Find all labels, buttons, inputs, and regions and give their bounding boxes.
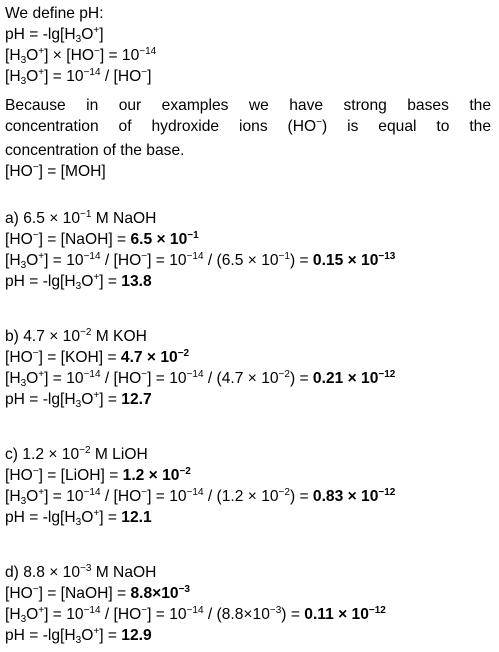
text: ] = [NaOH] = — [38, 585, 131, 602]
text: O — [26, 370, 39, 387]
subscript: 3 — [20, 614, 27, 625]
text: b) 4.7 × 10 — [5, 328, 80, 345]
superscript: −3 — [269, 605, 282, 616]
text: / [HO — [100, 68, 142, 85]
text: ] — [147, 68, 152, 85]
text: ] = — [99, 273, 122, 290]
text: ] = — [99, 509, 122, 526]
text: [H — [5, 370, 21, 387]
subscript: 3 — [75, 281, 82, 292]
superscript: − — [32, 348, 39, 359]
intro-hydronium-formula — [5, 67, 151, 86]
superscript: + — [93, 272, 100, 283]
example-hydroxide-line-4 — [5, 584, 190, 603]
text: ] × [HO — [44, 47, 94, 64]
intro-ph-definition — [5, 25, 104, 44]
superscript-bold: −2 — [179, 466, 191, 477]
text: ] = 10 — [147, 488, 187, 505]
text: ) is equal to the — [322, 118, 492, 135]
example-heading-3 — [5, 445, 148, 464]
ph-result-bold: 13.8 — [121, 273, 152, 290]
text: ) = — [289, 252, 313, 269]
result-bold: 0.21 × 10 — [312, 370, 379, 387]
text: ] = 10 — [147, 370, 187, 387]
text: Because in our examples we have strong bases the — [5, 97, 491, 114]
text: M LiOH — [90, 446, 148, 463]
text: ] = — [99, 391, 122, 408]
text: ] = 10 — [147, 606, 187, 623]
ph-result-bold: 12.9 — [121, 627, 152, 644]
text: d) 8.8 × 10 — [5, 564, 80, 581]
text: / (1.2 × 10 — [203, 488, 279, 505]
example-heading-2 — [5, 327, 147, 346]
example-hydroxide-line-2 — [5, 348, 189, 367]
text: O — [81, 273, 94, 290]
text: [H — [5, 47, 21, 64]
text: [HO — [5, 467, 33, 484]
intro-paragraph-line-1 — [5, 96, 491, 115]
text: / (4.7 × 10 — [203, 370, 279, 387]
superscript: + — [38, 251, 45, 262]
example-hydronium-line-3 — [5, 487, 395, 506]
text: ] = 10 — [44, 252, 84, 269]
superscript-bold: −1 — [187, 230, 199, 241]
superscript: −14 — [186, 251, 204, 262]
text: pH = -lg[H — [5, 391, 76, 408]
result-bold: 0.11 × 10 — [304, 606, 369, 623]
superscript: + — [93, 626, 100, 637]
subscript: 3 — [75, 34, 82, 45]
text: [H — [5, 68, 21, 85]
superscript: −14 — [83, 369, 101, 380]
example-ph-line-1 — [5, 272, 152, 291]
text: M NaOH — [91, 564, 157, 581]
text: O — [26, 252, 39, 269]
intro-line-1 — [5, 4, 104, 23]
example-heading-4 — [5, 563, 156, 582]
superscript-bold: −13 — [378, 251, 396, 262]
text: O — [26, 47, 39, 64]
subscript: 3 — [20, 378, 27, 389]
result-bold: 8.8×10 — [130, 585, 179, 602]
text: ] = 10 — [44, 370, 84, 387]
superscript: −14 — [186, 605, 204, 616]
text: ] = — [99, 627, 122, 644]
ph-result-bold: 12.1 — [121, 509, 152, 526]
example-hydroxide-line-3 — [5, 466, 191, 485]
superscript: −14 — [139, 46, 157, 57]
text: [HO — [5, 585, 33, 602]
intro-text: We define pH: — [5, 5, 104, 22]
superscript: + — [93, 25, 100, 36]
intro-hydroxide-equality — [5, 162, 106, 181]
intro-water-product — [5, 46, 156, 65]
example-ph-line-3 — [5, 508, 152, 527]
superscript-bold: −12 — [378, 369, 396, 380]
text: pH = -lg[H — [5, 26, 76, 43]
example-ph-line-2 — [5, 390, 152, 409]
superscript: −14 — [186, 369, 204, 380]
superscript: −1 — [80, 209, 92, 220]
text: / [HO — [100, 370, 142, 387]
text: pH = -lg[H — [5, 509, 76, 526]
example-heading-1 — [5, 209, 156, 228]
superscript: −14 — [186, 487, 204, 498]
superscript-bold: −2 — [177, 348, 190, 359]
superscript: −1 — [278, 251, 290, 262]
text: ] = 10 — [147, 252, 187, 269]
superscript: − — [141, 67, 148, 78]
text: / (6.5 × 10 — [203, 252, 279, 269]
example-hydroxide-line-1 — [5, 230, 199, 249]
text: / [HO — [100, 606, 142, 623]
subscript: 3 — [20, 496, 27, 507]
subscript: 3 — [20, 260, 27, 271]
text: O — [26, 488, 39, 505]
text: c) 1.2 × 10 — [5, 446, 80, 463]
subscript: 3 — [75, 635, 82, 646]
ph-result-bold: 12.7 — [121, 391, 152, 408]
superscript: −2 — [79, 445, 91, 456]
text: O — [81, 26, 94, 43]
text: ) = — [289, 370, 313, 387]
text: M NaOH — [91, 210, 157, 227]
superscript: −14 — [83, 67, 101, 78]
text: [HO — [5, 231, 33, 248]
text: concentration of the base. — [5, 142, 185, 159]
intro-paragraph-line-2 — [5, 117, 491, 136]
superscript: − — [32, 466, 39, 477]
text: M KOH — [91, 328, 147, 345]
superscript: + — [38, 369, 45, 380]
superscript: − — [32, 584, 39, 595]
result-bold: 1.2 × 10 — [122, 467, 180, 484]
superscript: − — [316, 117, 322, 128]
text: O — [81, 509, 94, 526]
superscript: − — [93, 46, 100, 57]
superscript: + — [38, 487, 45, 498]
superscript: − — [141, 369, 148, 380]
text: ] = [KOH] = — [38, 349, 121, 366]
example-ph-line-4 — [5, 626, 152, 645]
text: ) = — [281, 606, 305, 623]
superscript: + — [38, 67, 45, 78]
superscript-bold: −12 — [378, 487, 396, 498]
example-hydronium-line-2 — [5, 369, 395, 388]
text: concentration of hydroxide ions (HO — [5, 118, 317, 135]
text: ] — [99, 26, 104, 43]
superscript: + — [93, 390, 100, 401]
superscript: − — [141, 251, 148, 262]
superscript: −14 — [83, 605, 101, 616]
superscript: − — [141, 605, 148, 616]
superscript: − — [141, 487, 148, 498]
example-hydronium-line-1 — [5, 251, 395, 270]
superscript: −3 — [80, 563, 92, 574]
text: ) = — [289, 488, 313, 505]
text: [H — [5, 606, 21, 623]
superscript: + — [38, 605, 45, 616]
text: ] = 10 — [44, 488, 84, 505]
text: [H — [5, 488, 21, 505]
text: [HO — [5, 349, 33, 366]
text: O — [26, 606, 39, 623]
text: O — [81, 627, 94, 644]
result-bold: 6.5 × 10 — [130, 231, 188, 248]
superscript: −2 — [278, 487, 290, 498]
text: / (8.8×10 — [203, 606, 270, 623]
result-bold: 0.15 × 10 — [312, 252, 379, 269]
example-hydronium-line-4 — [5, 605, 386, 624]
result-bold: 0.83 × 10 — [312, 488, 379, 505]
text: ] = [MOH] — [38, 163, 106, 180]
subscript: 3 — [20, 76, 27, 87]
subscript: 3 — [75, 517, 82, 528]
superscript: + — [38, 46, 45, 57]
text: O — [81, 391, 94, 408]
text: a) 6.5 × 10 — [5, 210, 80, 227]
subscript: 3 — [75, 399, 82, 410]
text: ] = 10 — [44, 606, 84, 623]
text: ] = [LiOH] = — [38, 467, 123, 484]
text: ] = 10 — [44, 68, 84, 85]
result-bold: 4.7 × 10 — [120, 349, 178, 366]
superscript: − — [32, 162, 39, 173]
text: pH = -lg[H — [5, 627, 76, 644]
superscript: −2 — [80, 327, 92, 338]
intro-paragraph-line-3 — [5, 141, 184, 160]
text: O — [26, 68, 39, 85]
subscript: 3 — [20, 55, 27, 66]
superscript-bold: −3 — [178, 584, 190, 595]
superscript: −2 — [278, 369, 290, 380]
superscript: + — [93, 508, 100, 519]
text: / [HO — [100, 252, 142, 269]
superscript-bold: −12 — [368, 605, 386, 616]
text: [HO — [5, 163, 33, 180]
superscript: −14 — [83, 251, 101, 262]
superscript: −14 — [83, 487, 101, 498]
superscript: − — [32, 230, 39, 241]
text: pH = -lg[H — [5, 273, 76, 290]
text: ] = 10 — [99, 47, 140, 64]
text: ] = [NaOH] = — [38, 231, 131, 248]
text: [H — [5, 252, 21, 269]
text: / [HO — [100, 488, 142, 505]
